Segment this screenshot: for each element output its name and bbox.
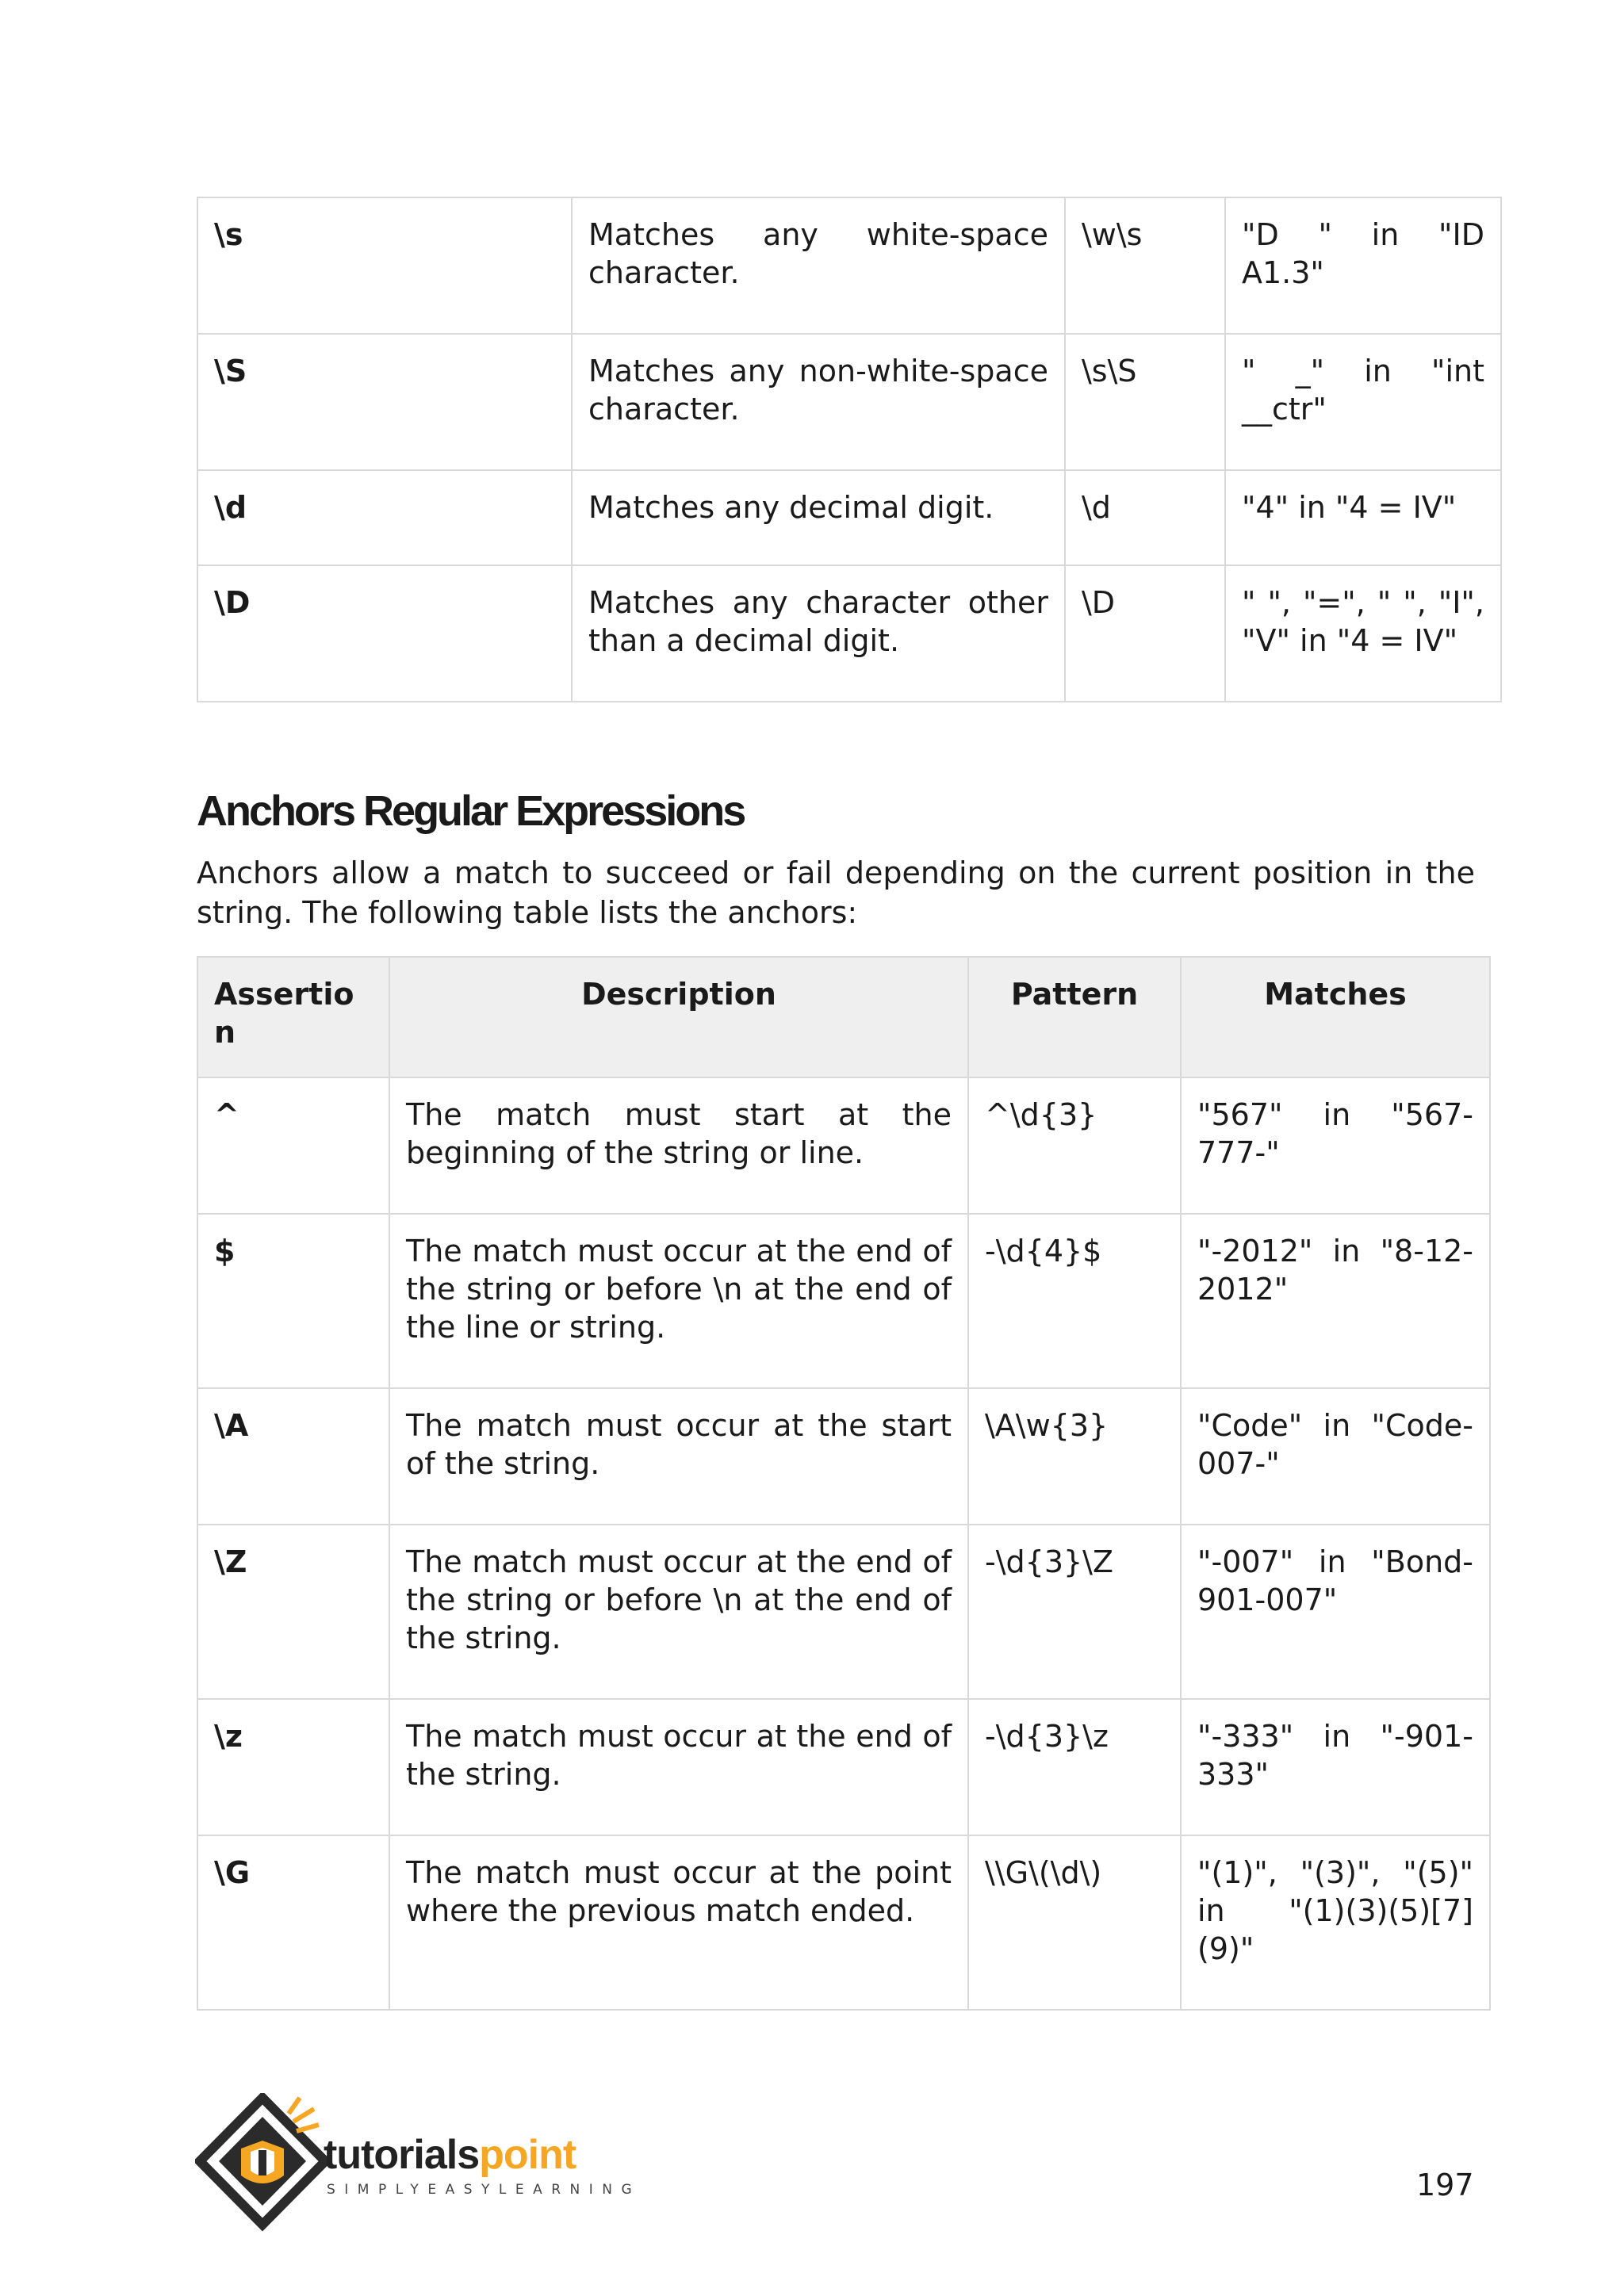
matches-cell: "Code" in "Code-007-" [1181, 1388, 1490, 1525]
pattern-cell: \w\s [1065, 197, 1225, 334]
description-cell: The match must occur at the end of the string or before \n at the end of the line or string. [389, 1214, 968, 1388]
pattern-cell: \s\S [1065, 334, 1225, 470]
assertion-cell: ^ [197, 1077, 389, 1214]
table-row [197, 1077, 1490, 1214]
char-cell: \s [197, 197, 572, 334]
pattern-cell: \A\w{3} [968, 1388, 1181, 1525]
table-row [197, 1214, 1490, 1388]
section-heading: Anchors Regular Expressions [197, 787, 745, 835]
matches-cell: "567" in "567-777-" [1181, 1077, 1490, 1214]
section-intro: Anchors allow a match to succeed or fail depending on the current position in the string. The following table lists the anchors: [197, 855, 1475, 930]
matches-cell: " _" in "int __ctr" [1225, 334, 1501, 470]
tutorialspoint-diamond-logo-icon [195, 2093, 330, 2232]
header-description: Description [389, 957, 968, 1077]
character-class-table [197, 197, 1502, 702]
description-cell: Matches any decimal digit. [572, 470, 1065, 565]
pattern-cell: -\d{3}\Z [968, 1525, 1181, 1699]
table-row [197, 1835, 1490, 2010]
table-header-row [197, 957, 1490, 1077]
logo-wordmark [324, 2133, 576, 2177]
matches-cell: "D " in "ID A1.3" [1225, 197, 1501, 334]
pattern-cell: ^\d{3} [968, 1077, 1181, 1214]
logo-word-point: point [479, 2132, 576, 2178]
assertion-cell: \Z [197, 1525, 389, 1699]
logo-tagline: SIMPLYEASYLEARNING [327, 2182, 642, 2198]
table-row [197, 1388, 1490, 1525]
matches-cell: "-333" in "-901-333" [1181, 1699, 1490, 1835]
table-row [197, 1699, 1490, 1835]
header-matches: Matches [1181, 957, 1490, 1077]
assertion-cell: \G [197, 1835, 389, 2010]
description-cell: The match must start at the beginning of the string or line. [389, 1077, 968, 1214]
char-cell: \S [197, 334, 572, 470]
table-row [197, 470, 1501, 565]
pattern-cell: \d [1065, 470, 1225, 565]
pattern-cell: \\G\(\d\) [968, 1835, 1181, 2010]
matches-cell: "-007" in "Bond-901-007" [1181, 1525, 1490, 1699]
description-cell: Matches any white-space character. [572, 197, 1065, 334]
description-cell: Matches any character other than a decimal digit. [572, 565, 1065, 702]
description-cell: The match must occur at the end of the string. [389, 1699, 968, 1835]
header-pattern: Pattern [968, 957, 1181, 1077]
assertion-cell: $ [197, 1214, 389, 1388]
header-assertion: Assertion [197, 957, 389, 1077]
description-cell: Matches any non-white-space character. [572, 334, 1065, 470]
table-row [197, 334, 1501, 470]
assertion-cell: \z [197, 1699, 389, 1835]
char-cell: \D [197, 565, 572, 702]
description-cell: The match must occur at the start of the string. [389, 1388, 968, 1525]
char-cell: \d [197, 470, 572, 565]
anchors-table [197, 956, 1491, 2011]
pattern-cell: -\d{4}$ [968, 1214, 1181, 1388]
description-cell: The match must occur at the end of the string or before \n at the end of the string. [389, 1525, 968, 1699]
description-cell: The match must occur at the point where the previous match ended. [389, 1835, 968, 2010]
pattern-cell: -\d{3}\z [968, 1699, 1181, 1835]
matches-cell: " ", "=", " ", "I", "V" in "4 = IV" [1225, 565, 1501, 702]
pattern-cell: \D [1065, 565, 1225, 702]
logo-word-tutorials: tutorials [324, 2132, 480, 2178]
assertion-cell: \A [197, 1388, 389, 1525]
table-row [197, 197, 1501, 334]
table-row [197, 565, 1501, 702]
page-number: 197 [1416, 2168, 1474, 2202]
matches-cell: "4" in "4 = IV" [1225, 470, 1501, 565]
matches-cell: "-2012" in "8-12-2012" [1181, 1214, 1490, 1388]
tutorialspoint-logo [195, 2093, 647, 2232]
table-row [197, 1525, 1490, 1699]
matches-cell: "(1)", "(3)", "(5)" in "(1)(3)(5)[7](9)" [1181, 1835, 1490, 2010]
